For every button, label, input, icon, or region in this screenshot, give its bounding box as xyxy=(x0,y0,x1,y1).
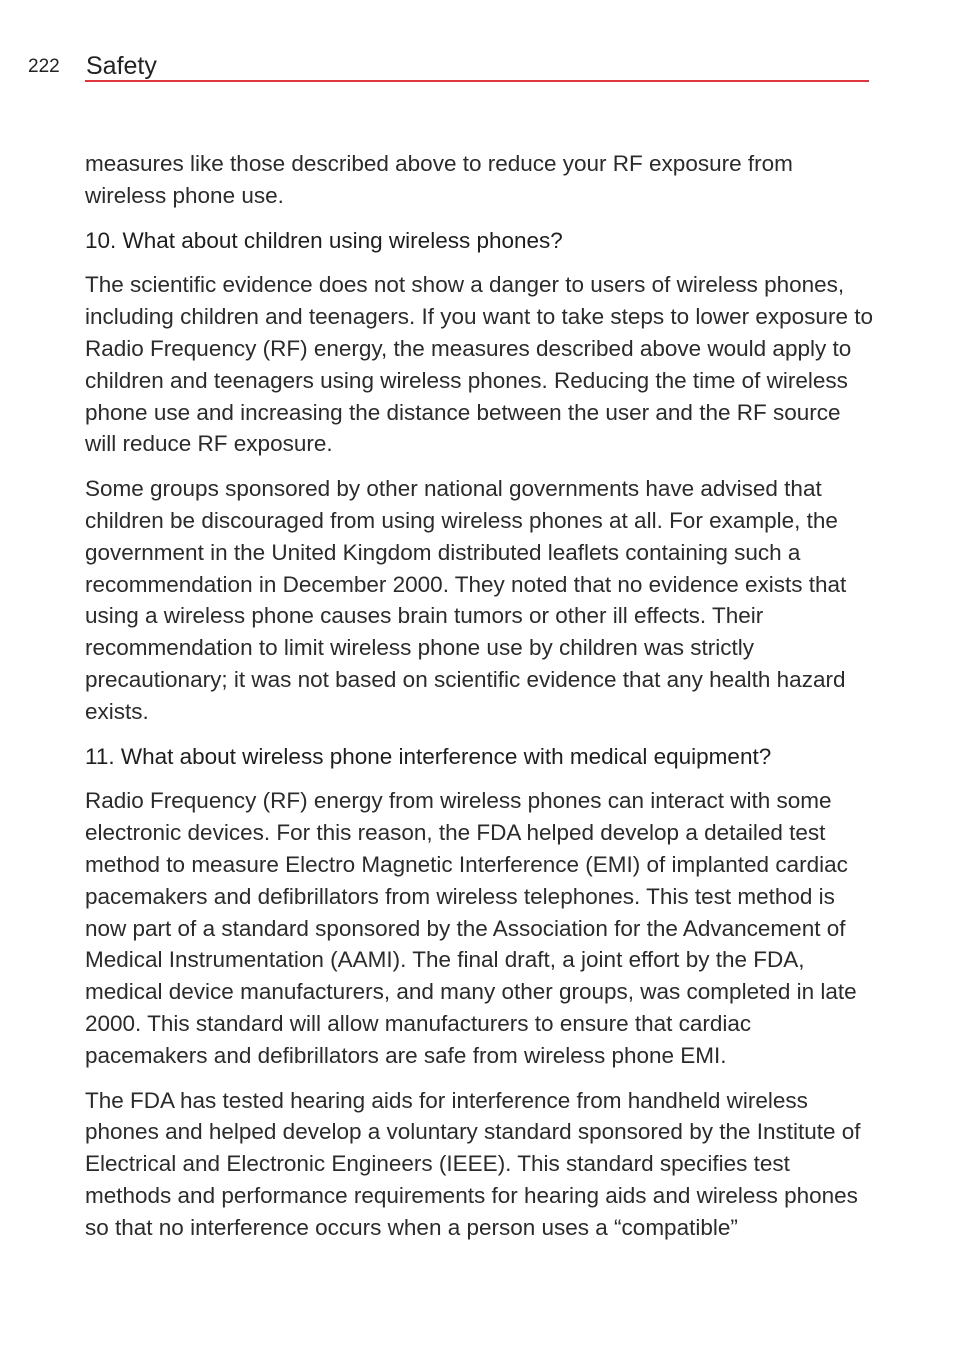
paragraph-emi-pacemakers: Radio Frequency (RF) energy from wireless phones can interact with some electronic devices. For this reason, the FDA helped develop a detailed test method to measure Electro Magnetic Interference (EMI) of implanted cardiac pacemakers and defibrillators from wireless telephones. This test method is now part of a standard sponsored by the Association for the Advancement of Medical Instrumentation (AAMI). The final draft, a joint effort by the FDA, medical device manufacturers, and many other groups, was completed in late 2000. This standard will allow manufacturers to ensure that cardiac pacemakers and defibrillators are safe from wireless phone EMI. xyxy=(85,788,857,1068)
question-11-heading: 11. What about wireless phone interference with medical equipment? xyxy=(85,743,772,769)
question-10-heading: 10. What about children using wireless phones? xyxy=(85,227,563,253)
paragraph-uk-recommendation: Some groups sponsored by other national governments have advised that children be discouraged from using wireless phones at all. For example, the government in the United Kingdom distributed leaflets containing such a recommendation in December 2000. They noted that no evidence exists that using a wireless phone causes brain tumors or other ill effects. Their recommendation to limit wireless phone use by children was strictly precautionary; it was not based on scientific evidence that any health hazard exists. xyxy=(85,476,847,724)
paragraph-hearing-aids: The FDA has tested hearing aids for interference from handheld wireless phones and helped develop a voluntary standard sponsored by the Institute of Electrical and Electronic Engineers (IEEE). This standard specifies test methods and performance requirements for hearing aids and wireless phones so that no interference occurs when a person uses a “compatible” xyxy=(85,1087,861,1240)
header-divider xyxy=(85,80,869,82)
page-header xyxy=(0,0,954,90)
page-content xyxy=(85,148,875,1257)
page-number: 222 xyxy=(28,56,60,77)
section-title: Safety xyxy=(86,52,157,80)
paragraph-continuation: measures like those described above to reduce your RF exposure from wireless phone use. xyxy=(85,151,793,208)
paragraph-children-evidence: The scientific evidence does not show a danger to users of wireless phones, including children and teenagers. If you want to take steps to lower exposure to Radio Frequency (RF) energy, the measures described above would apply to children and teenagers using wireless phones. Reducing the time of wireless phone use and increasing the distance between the user and the RF source will reduce RF exposure. xyxy=(85,272,873,457)
